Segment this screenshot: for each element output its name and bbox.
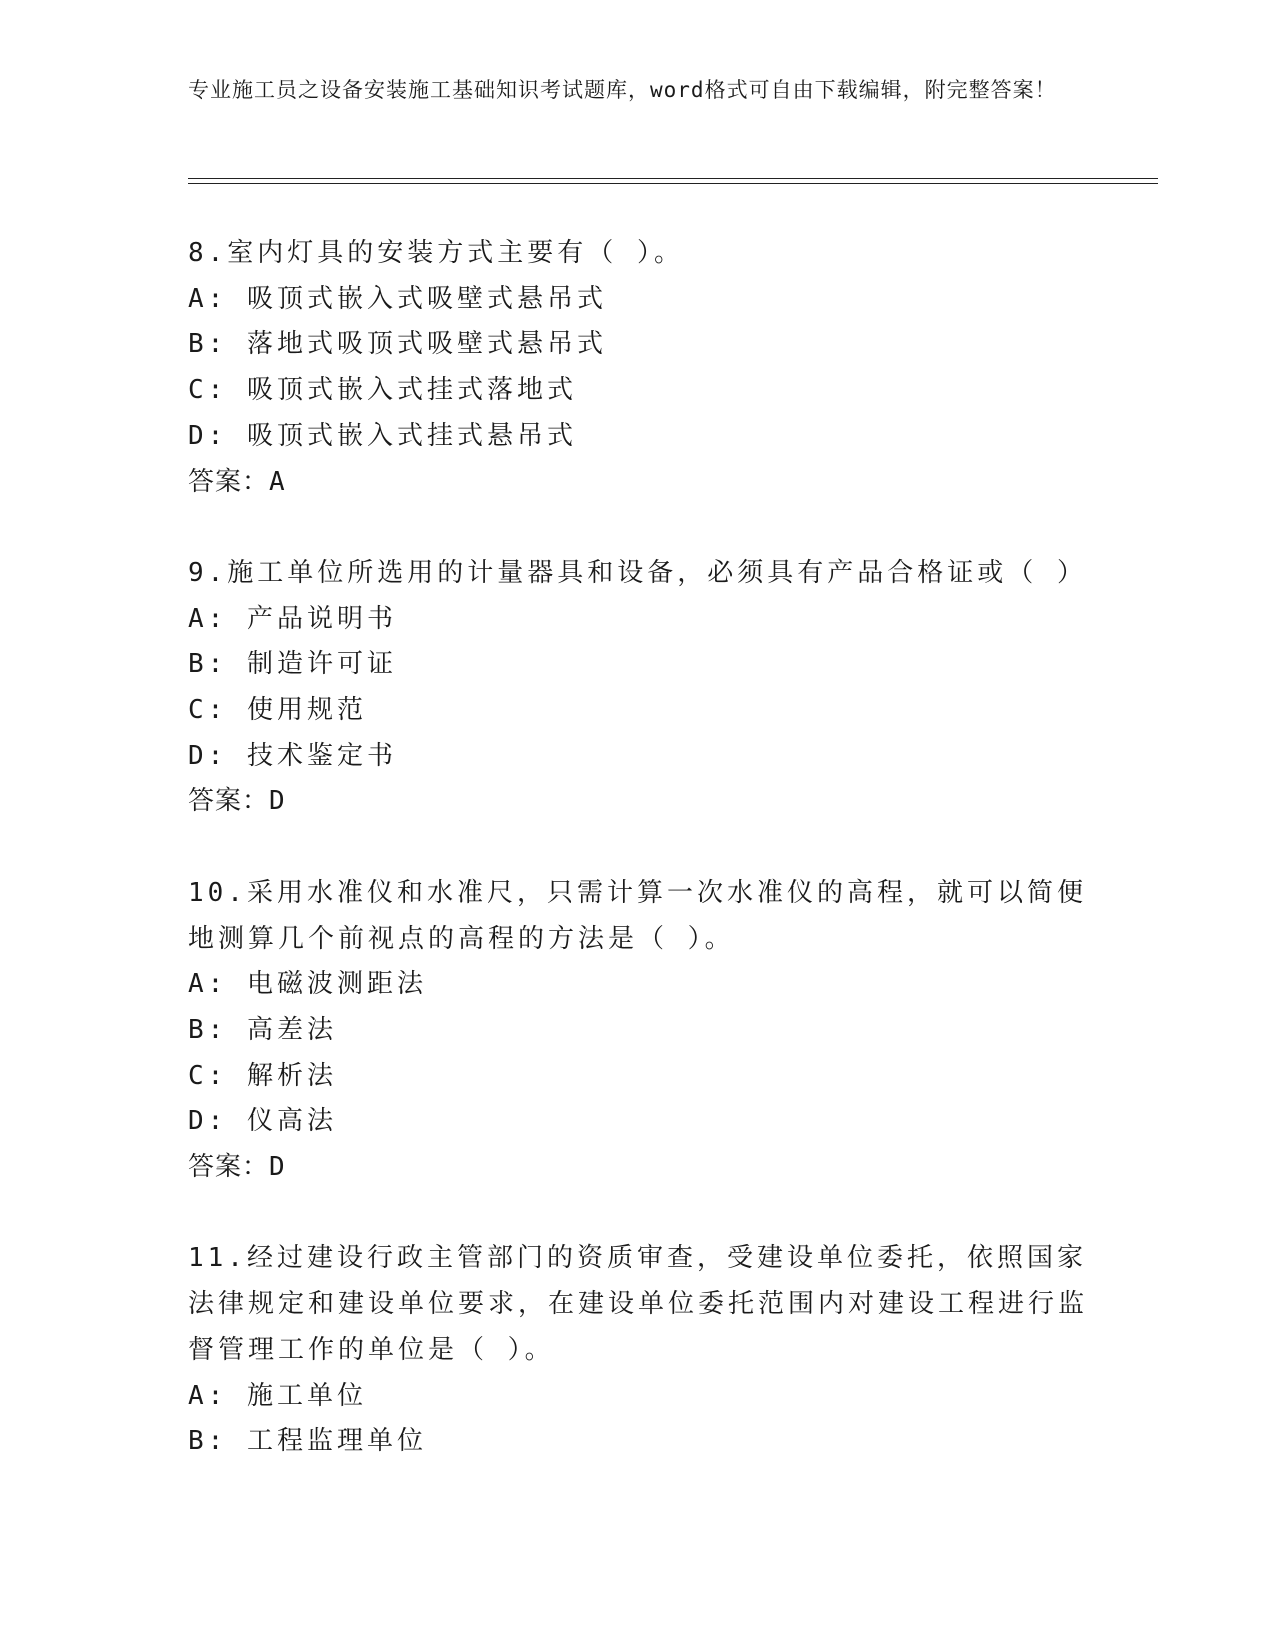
header-divider-bottom (188, 183, 1158, 184)
option-b: B: 落地式吸顶式吸壁式悬吊式 (188, 329, 607, 360)
question-spacer (188, 825, 1088, 871)
document-header (188, 72, 1088, 108)
header-divider-top (188, 178, 1158, 179)
option-b: B: 高差法 (188, 1014, 337, 1045)
option-a: A: 电磁波测距法 (188, 969, 427, 1000)
question-11 (188, 1236, 1088, 1465)
option-d: D: 吸顶式嵌入式挂式悬吊式 (188, 420, 577, 451)
option-a: A: 施工单位 (188, 1380, 367, 1411)
option-b: B: 制造许可证 (188, 649, 397, 680)
answer-line: 答案：D (188, 1152, 286, 1183)
option-a: A: 吸顶式嵌入式吸壁式悬吊式 (188, 283, 607, 314)
question-spacer (188, 505, 1088, 551)
option-d: D: 仪高法 (188, 1106, 337, 1137)
question-list (188, 231, 1088, 1465)
question-stem: 8.室内灯具的安装方式主要有（ ）。 (188, 238, 684, 268)
option-d: D: 技术鉴定书 (188, 740, 397, 771)
question-stem: 10.采用水准仪和水准尺，只需计算一次水准仪的高程，就可以简便地测算几个前视点的高程的方法是（ ）。 (188, 877, 1087, 954)
answer-line: 答案：D (188, 786, 286, 817)
question-8 (188, 231, 1088, 505)
question-9 (188, 551, 1088, 825)
question-10 (188, 871, 1088, 1191)
option-b: B: 工程监理单位 (188, 1426, 427, 1457)
option-c: C: 吸顶式嵌入式挂式落地式 (188, 375, 577, 406)
header-intro-text: 专业施工员之设备安装施工基础知识考试题库，word格式可自由下载编辑，附完整答案！ (188, 78, 1057, 102)
question-stem: 11.经过建设行政主管部门的资质审查，受建设单位委托，依照国家法律规定和建设单位要求，在建设单位委托范围内对建设工程进行监督管理工作的单位是（ ）。 (188, 1243, 1089, 1365)
option-c: C: 解析法 (188, 1060, 337, 1091)
question-spacer (188, 1191, 1088, 1237)
answer-line: 答案：A (188, 466, 286, 497)
option-a: A: 产品说明书 (188, 603, 397, 634)
question-stem: 9.施工单位所选用的计量器具和设备，必须具有产品合格证或（ ） (188, 557, 1087, 588)
option-c: C: 使用规范 (188, 695, 367, 726)
